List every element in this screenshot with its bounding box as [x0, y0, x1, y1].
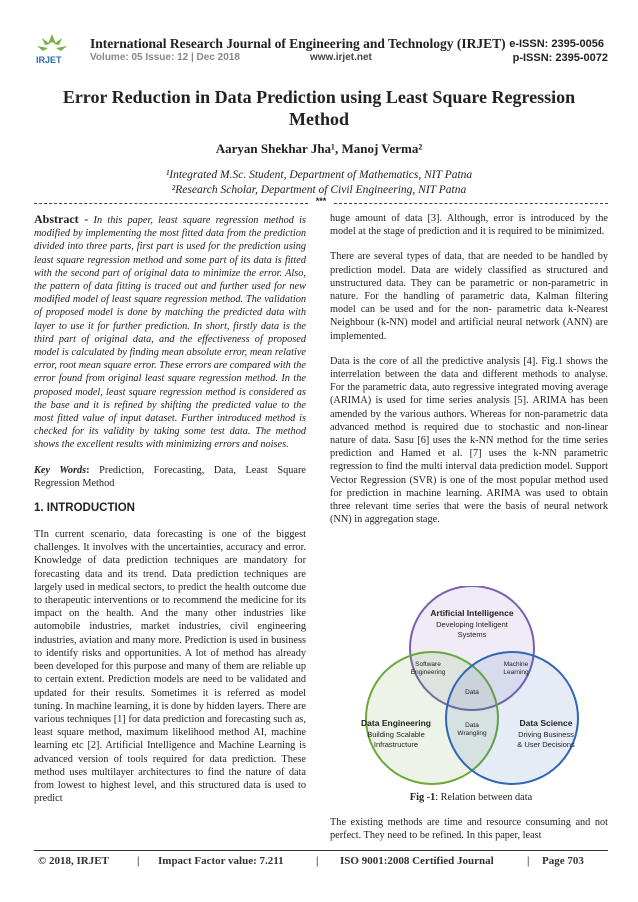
- keywords-label: Key Words: [34, 464, 87, 476]
- figure-caption-text: : Relation between data: [435, 792, 533, 803]
- right-paragraph-2: There are several types of data, that are needed to be handled by prediction model. Data are widely classified as structured and unstructured data. They can be parametric or non-parametric in nature. For the handling of parametric data, Kalman filtering model can be used and for the non- parametric data k-Nearest Neighbour (k-NN) model and artificial neural network (ANN) are implemented.: [330, 251, 608, 342]
- ai-title: Artificial Intelligence: [430, 608, 514, 618]
- paper-authors: Aaryan Shekhar Jha¹, Manoj Verma²: [215, 141, 423, 156]
- journal-website-link[interactable]: www.irjet.net: [310, 52, 372, 63]
- keywords-text: Prediction, Forecasting, Data, Least Square Regression Method: [34, 464, 306, 489]
- dw-label-2: Wrangling: [457, 730, 487, 737]
- separator-dash-right: [334, 203, 608, 204]
- se-label-2: Engineering: [410, 669, 446, 676]
- section-separator: [34, 196, 608, 209]
- de-sub1: Building Scalable: [367, 730, 425, 739]
- right-paragraph-1: huge amount of data [3]. Although, error is introduced by the model at the stage of prediction and it is required to be minimized.: [330, 213, 608, 238]
- separator-stars: ***: [315, 196, 327, 206]
- de-title: Data Engineering: [361, 718, 431, 728]
- introduction-paragraph: TIn current scenario, data forecasting is one of the biggest challenges. It involves with the uncertainties, accuracy and error. Knowledge of data prediction techniques are mandatory for forecasting data and its trend. Data prediction techniques are largely used in medical sectors, to predict the health outcome due to therapeutic interventions or to recommend the medicine for its impact on the health. And the many other industries like automobile industries, market industries, civil engineering industries, aviation and many more. Prediction is used in business to identify risks and opportunities. A lot of method has already been developed for this purpose and many of them are reliable up to certain extent. Prediction models are need to be validated and updated for their results. Sometimes it is referred as model tuning. In machine learning, it is done by hidden layers. There are various techniques [1] for data prediction and forecasting such as, least square method, maximum likelihood method AI, machine learning etc [2]. Artificial Intelligence and Machine Learning is advanced version of tools required for data prediction. These method uses multilayer architectures to find the nature of data from lowest to highest level, and this structured data is used to predict: [34, 529, 306, 805]
- left-column: [34, 212, 306, 817]
- footer-copyright: © 2018, IRJET: [38, 855, 109, 867]
- logo-text: IRJET: [36, 55, 62, 65]
- abstract-text: In this paper, least square regression method is modified by implementing the most fitted data from the prediction divided into three parts, first part is used for the prediction using least square regression method and some part of its data is fitted with the second part of original data to minimize the error. Also, the pattern of data fitting is traced out and further used for new modified model of least square regression method. The validation of proposed model is done by matching the predicted data with layer to use it for further prediction. In short, firstly data is the third part of original data, and the effectiveness of proposed model is calculated by finding mean absolute error, mean relative error, root mean square error. These errors are compared with the error found from original least square regression method. In the proposed model, least square regression method is considered as the base and it is refined by shifting the predicted value to the most fitted value of input dataset. Further introduced method is checked for its validity by taking some test data. The method shows the excellent results with minimizing errors and noises.: [34, 215, 307, 451]
- volume-issue: Volume: 05 Issue: 12 | Dec 2018: [90, 52, 240, 63]
- eissn: e-ISSN: 2395-0056: [509, 38, 604, 50]
- keywords: Key Words: Prediction, Forecasting, Data, Least Square Regression Method: [34, 464, 306, 489]
- page-footer: [34, 850, 608, 873]
- footer-divider-2: |: [316, 855, 319, 867]
- figure-caption: [336, 792, 606, 803]
- right-paragraph-4: The existing methods are time and resource consuming and not perfect. They need to be refined. In this paper, least: [330, 817, 608, 842]
- ds-sub1: Driving Business: [518, 730, 574, 739]
- footer-divider-3: |: [527, 855, 530, 867]
- journal-header: [34, 32, 608, 72]
- paper-title-line1: Error Reduction in Data Prediction using Least Square Regression: [62, 87, 576, 107]
- ds-title: Data Science: [519, 718, 573, 728]
- pissn: p-ISSN: 2395-0072: [512, 52, 608, 64]
- ai-sub2: Systems: [457, 630, 487, 639]
- paper-title: [40, 86, 598, 130]
- abstract-label: Abstract -: [34, 212, 89, 226]
- ml-label-2: Learning: [503, 669, 529, 676]
- affiliation-2: ²Research Scholar, Department of Civil Engineering, NIT Patna: [171, 184, 467, 196]
- venn-diagram: [336, 586, 606, 786]
- footer-iso: ISO 9001:2008 Certified Journal: [340, 855, 494, 867]
- ds-sub2: & User Decisions: [517, 740, 575, 749]
- abstract: [34, 212, 306, 452]
- separator-dash-left: [34, 203, 308, 204]
- ai-sub1: Developing Intelligent: [436, 620, 508, 629]
- paper-title-line2: Method: [289, 109, 349, 129]
- introduction-heading: 1. INTRODUCTION: [34, 502, 135, 515]
- right-paragraph-3: Data is the core of all the predictive analysis [4]. Fig.1 shows the interrelation between the data and different methods to analyse. For the parametric data, auto regressive integrated moving average (ARIMA) is used for time series analysis [5]. ARIMA has been amended by the various authors. Whereas for non-parametric data advanced method is required due to stochastic and non-linear nature of data. Sasu [6] uses the k-NN method for the time series prediction and Hamed et al. [7] uses the k-NN parametric regression to find the multi interval data prediction model. Support Vector Regression (SVR) is one of the most popular method used for prediction in machine learning. ARIMA was used to obtain three relevant time series that were the basis of neural network (NN) in aggregation stage.: [330, 355, 608, 526]
- dw-label-1: Data: [465, 722, 479, 729]
- journal-title: International Research Journal of Engineering and Technology (IRJET): [90, 36, 506, 51]
- se-label-1: Software: [415, 661, 441, 668]
- footer-divider-1: |: [137, 855, 140, 867]
- footer-page-number: Page 703: [542, 855, 584, 867]
- ml-label-1: Machine: [503, 661, 529, 668]
- center-data-label: Data: [465, 689, 479, 696]
- figure-label: Fig -1: [409, 792, 436, 803]
- affiliation-1: ¹Integrated M.Sc. Student, Department of Mathematics, NIT Patna: [165, 169, 473, 181]
- right-column: [330, 212, 608, 538]
- de-sub2: Infrastructure: [373, 740, 419, 749]
- right-column-bottom: [330, 816, 608, 854]
- footer-impact: Impact Factor value: 7.211: [158, 855, 284, 867]
